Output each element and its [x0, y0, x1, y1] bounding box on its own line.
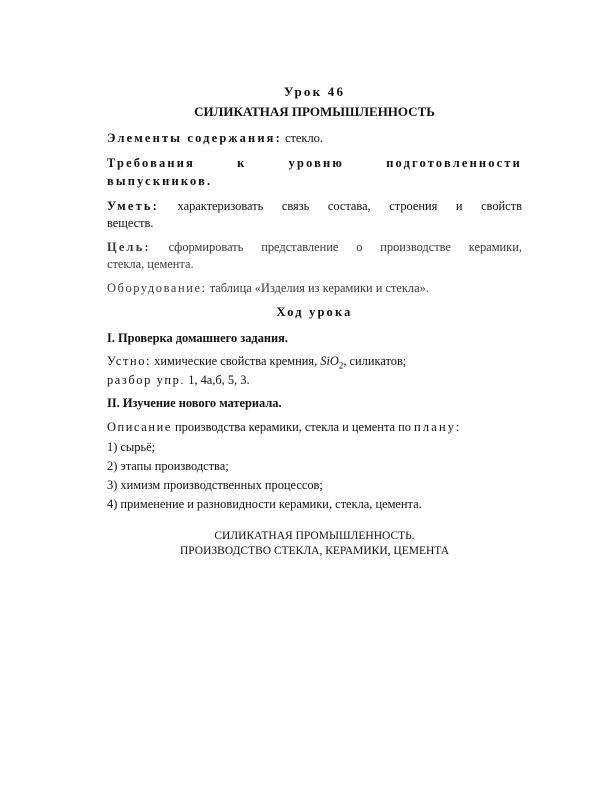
equipment-line — [107, 281, 522, 296]
lesson-title: СИЛИКАТНАЯ ПРОМЫШЛЕННОСТЬ — [194, 104, 435, 119]
content-elements-label: Элементы содержания: — [107, 131, 282, 145]
section1-heading: I. Проверка домашнего задания. — [107, 331, 288, 345]
parse-line — [107, 373, 522, 388]
goal-word: производстве — [380, 240, 451, 254]
skill-label: Уметь: — [107, 199, 159, 213]
equipment-label: Оборудование: — [107, 281, 207, 295]
goal-word: сформировать — [168, 240, 244, 254]
requirements-line-1 — [107, 156, 522, 171]
formula-subscript: 2 — [338, 360, 344, 371]
skill-word: и — [455, 199, 463, 213]
goal-word: представление — [261, 240, 339, 254]
content-elements-value: стекло. — [281, 131, 323, 145]
goal-label: Цель: — [107, 240, 151, 254]
oral-text: химические свойства кремния, — [151, 354, 321, 368]
requirements-word: к — [237, 156, 247, 170]
plan-item: 3) химизм производственных процессов; — [107, 478, 323, 492]
description-line — [107, 420, 522, 435]
skill-word: характеризовать — [177, 199, 264, 213]
requirements-line-2: выпускников. — [107, 174, 213, 188]
goal-word: о — [356, 240, 363, 254]
oral-label: Устно: — [107, 354, 152, 368]
footer-line-2: ПРОИЗВОДСТВО СТЕКЛА, КЕРАМИКИ, ЦЕМЕНТА — [179, 545, 450, 557]
parse-label: разбор упр. — [107, 373, 186, 387]
plan-item: 1) сырьё; — [107, 440, 156, 454]
equipment-value: таблица «Изделия из керамики и стекла». — [206, 281, 429, 295]
parse-value: 1, 4а,б, 5, 3. — [185, 373, 250, 387]
footer-line-1: СИЛИКАТНАЯ ПРОМЫШЛЕННОСТЬ. — [214, 530, 415, 542]
oral-line — [107, 354, 522, 373]
requirements-word: уровню — [288, 156, 345, 170]
oral-tail: , силикатов; — [343, 354, 407, 368]
requirements-word: подготовленности — [386, 156, 522, 170]
content-elements-line — [107, 131, 522, 146]
skill-word: состава, — [327, 199, 371, 213]
description-plan: плану: — [414, 420, 462, 434]
plan-item: 2) этапы производства; — [107, 459, 229, 473]
skill-word: строения — [389, 199, 438, 213]
goal-line-2: стекла, цемента. — [107, 257, 194, 271]
goal-word: керамики, — [468, 240, 522, 254]
description-label: Описание — [107, 420, 172, 434]
description-text: производства керамики, стекла и цемента по — [171, 420, 415, 434]
formula: SiO — [320, 354, 339, 368]
skill-line-2: веществ. — [107, 216, 154, 230]
goal-line-1 — [107, 240, 522, 255]
skill-word: свойств — [481, 199, 522, 213]
lesson-flow-heading: Ход урока — [276, 305, 353, 319]
section2-heading: II. Изучение нового материала. — [107, 396, 282, 410]
plan-item: 4) применение и разновидности керамики, стекла, цемента. — [107, 497, 422, 511]
requirements-word: Требования — [107, 156, 195, 170]
lesson-number: Урок 46 — [283, 84, 346, 99]
skill-line-1 — [107, 199, 522, 214]
skill-word: связь — [281, 199, 310, 213]
